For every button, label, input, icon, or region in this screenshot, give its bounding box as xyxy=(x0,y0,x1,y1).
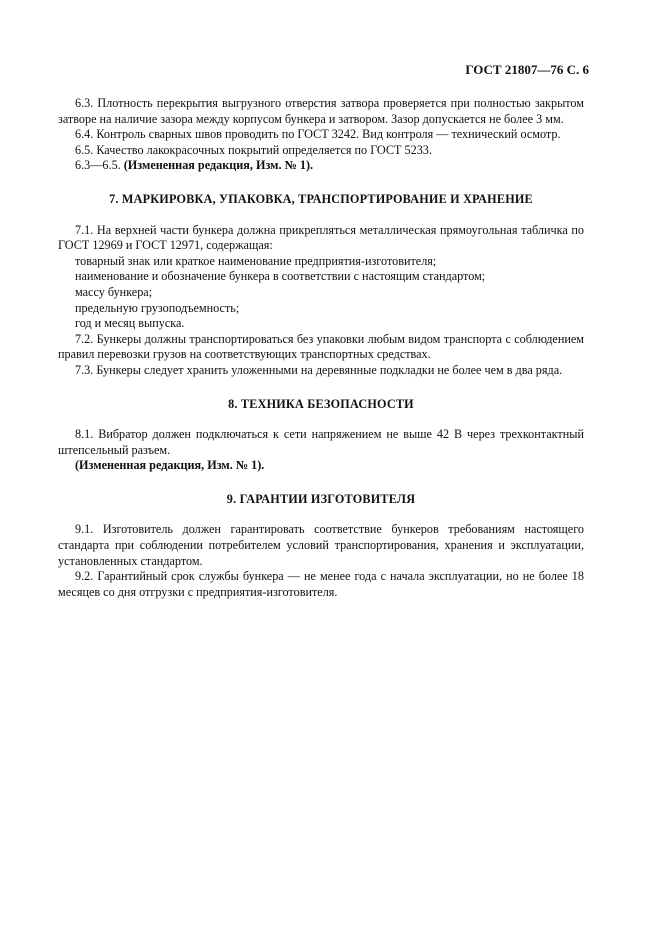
paragraph-6-5: 6.5. Качество лакокрасочных покрытий определяется по ГОСТ 5233. xyxy=(75,142,432,157)
paragraph-9-1: 9.1. Изготовитель должен гарантировать соответствие бункеров требованиям настоящего стандарта при соблюдении потребителем условий транспортирования, хранения и эксплуатации, установленных стандартом. xyxy=(58,522,584,568)
section-9-heading: 9. ГАРАНТИИ ИЗГОТОВИТЕЛЯ xyxy=(226,491,416,506)
section-9 xyxy=(58,522,584,600)
list-item: товарный знак или краткое наименование предприятия-изготовителя; xyxy=(75,253,437,268)
section-7 xyxy=(58,223,584,379)
paragraph-9-2: 9.2. Гарантийный срок службы бункера — не менее года с начала эксплуатации, но не более 18 месяцев со дня отгрузки с предприятия-изготовителя. xyxy=(58,569,584,599)
list-item: массу бункера; xyxy=(75,284,153,299)
paragraph-6-3: 6.3. Плотность перекрытия выгрузного отверстия затвора проверяется при полностью закрытом затворе на наличие зазора между корпусом бункера и затвором. Зазор допускается не более 3 мм. xyxy=(58,96,584,126)
paragraph-7-1: 7.1. На верхней части бункера должна прикрепляться металлическая прямоугольная табличка по ГОСТ 12969 и ГОСТ 12971, содержащая: xyxy=(58,222,584,253)
paragraph-7-3: 7.3. Бункеры следует хранить уложенными на деревянные подкладки не более чем в два ряда. xyxy=(75,362,563,377)
section-8-heading: 8. ТЕХНИКА БЕЗОПАСНОСТИ xyxy=(228,396,414,411)
section-7-heading: 7. МАРКИРОВКА, УПАКОВКА, ТРАНСПОРТИРОВАНИЕ И ХРАНЕНИЕ xyxy=(109,191,533,206)
section-6 xyxy=(58,96,584,174)
amendment-text-6: (Измененная редакция, Изм. № 1). xyxy=(123,158,314,173)
amendment-note-8: (Измененная редакция, Изм. № 1). xyxy=(75,458,265,473)
page-header: ГОСТ 21807—76 С. 6 xyxy=(465,62,589,77)
amendment-ref-6: 6.3—6.5. xyxy=(75,158,121,173)
document-body xyxy=(58,96,584,600)
amendment-note-6 xyxy=(58,158,584,174)
section-8 xyxy=(58,427,584,474)
paragraph-6-4: 6.4. Контроль сварных швов проводить по ГОСТ 3242. Вид контроля — технический осмотр. xyxy=(75,127,561,142)
list-item: наименование и обозначение бункера в соответствии с настоящим стандартом; xyxy=(75,269,486,284)
list-item: предельную грузоподъемность; xyxy=(75,300,240,315)
paragraph-8-1: 8.1. Вибратор должен подключаться к сети напряжением не выше 42 В через трехконтактный штепсельный разъем. xyxy=(58,427,584,457)
paragraph-7-2: 7.2. Бункеры должны транспортироваться без упаковки любым видом транспорта с соблюдением правил перевозки грузов на соответствующих транспортных средствах. xyxy=(58,331,584,362)
list-item: год и месяц выпуска. xyxy=(75,316,185,331)
